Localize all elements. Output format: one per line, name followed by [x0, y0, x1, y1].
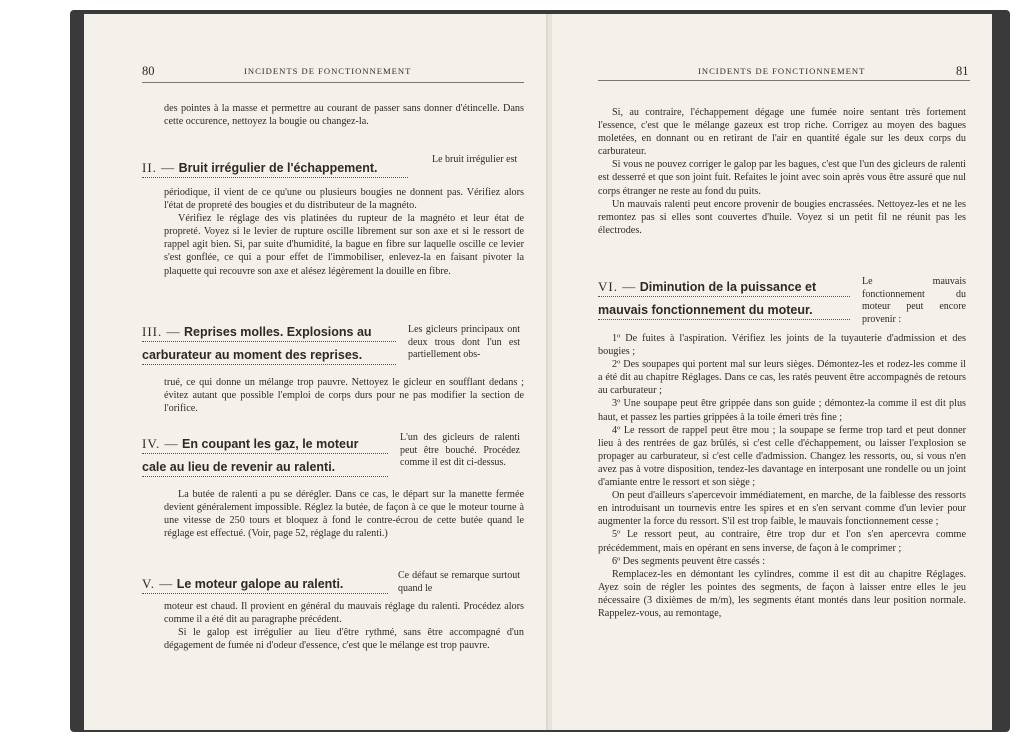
section-ii-body: périodique, il vient de ce qu'une ou plusieurs bougies ne donnent pas. Vérifiez alors l'état de propreté des bougies et du distributeur de la magnéto. Vérifiez le réglage des vis platinées du rupteur de la magnéto et leur état de propreté. Voyez si le levier de rupture oscille librement sur son axe et si le ressort de rappel agit bien. Si, par suite d'humidité, la bague en fibre sur laquelle oscille ce levier s'est gonflée, ce qui a pour effet de l'immobiliser, enlevez-la en faisant pivoter la plaquette qui recouvre son axe et alésez légèrement la douille en fibre.: [164, 187, 524, 277]
section-heading: II. — Bruit irrégulier de l'échappement.: [142, 160, 408, 178]
section-heading: V. — Le moteur galope au ralenti.: [142, 576, 388, 594]
list-item: 6º Des segments peuvent être cassés :: [612, 555, 766, 567]
section-iv-body: La butée de ralenti a pu se dérégler. Dans ce cas, le départ sur la manette fermée devient généralement impossible. Réglez la butée, de façon à ce que le moteur tourne à une vitesse de 250 tours et bloquez à fond le contre-écrou de cette butée quand le réglage est effectué. (Voir, page 52, réglage du ralenti.): [164, 489, 524, 540]
section-iii-body: trué, ce qui donne un mélange trop pauvre. Nettoyez le gicleur en soufflant dedans ; évitez autant que possible l'emploi de corps durs pour ne pas modifier la section de l'orifice.: [164, 377, 524, 415]
page-number: 80: [142, 64, 155, 78]
section-iv-lead: L'un des gicleurs de ralenti peut être bouché. Procédez comme il est dit ci-dessus.: [400, 432, 520, 468]
intro-paragraphs: Si, au contraire, l'échappement dégage une fumée noire sentant très fortement l'essence, c'est que le mélange gazeux est trop riche. Corrigez au moyen des bagues moletées, en donnant ou en retirant de l'air en quantité égale sur les deux corps du carburateur. Si vous ne pouvez corriger le galop par les bagues, c'est que l'un des gicleurs de ralenti est desserré et que son joint fuit. Refaites le joint avec soin après vous être assuré que nul corps étranger ne reste au fond du puits. Un mauvais ralenti peut encore provenir de bougies encrassées. Nettoyez-les et ne les remontez pas si elles sont couvertes d'huile. Voyez si un petit fil ne réunit pas les électrodes.: [598, 107, 966, 236]
page-number: 81: [956, 64, 969, 78]
section-ii-lead: Le bruit irrégulier est: [432, 154, 518, 165]
section-v: [142, 576, 388, 600]
section-heading: III. — Reprises molles. Explosions au: [142, 324, 396, 342]
running-head: INCIDENTS DE FONCTIONNEMENT: [698, 66, 866, 76]
section-heading: IV. — En coupant les gaz, le moteur: [142, 436, 388, 454]
section-ii: [142, 160, 408, 184]
section-heading-line2: mauvais fonctionnement du moteur.: [598, 303, 850, 320]
section-vi-lead: Le mauvais fonctionnement du moteur peut encore provenir :: [862, 276, 966, 325]
running-head: INCIDENTS DE FONCTIONNEMENT: [244, 66, 412, 76]
section-iii: [142, 324, 396, 371]
section-vi: [598, 279, 850, 326]
list-item: 3º Une soupape peut être grippée dans son guide ; démontez-la comme il est dit plus haut, et passez les parties grippées à la toile émeri très fine ;: [598, 398, 966, 423]
list-item: 2º Des soupapes qui portent mal sur leurs sièges. Démontez-les et rodez-les comme il a été dit au chapitre Réglages. Dans ce cas, les ratés peuvent être accompagnés de retours au carburateur ;: [598, 359, 966, 397]
left-page: [84, 14, 548, 730]
section-vi-body: [598, 332, 966, 620]
section-heading-line2: carburateur au moment des reprises.: [142, 348, 396, 365]
intro-paragraph: des pointes à la masse et permettre au courant de passer sans donner d'étincelle. Dans cette occurence, nettoyez la bougie ou changez-la.: [164, 103, 524, 128]
list-item: 5º Le ressort peut, au contraire, être trop dur et l'on s'en apercevra comme précédemment, mais en opérant en sens inverse, de façon à le comprimer ;: [598, 529, 966, 554]
section-heading-line2: cale au lieu de revenir au ralenti.: [142, 460, 388, 477]
section-v-lead: Ce défaut se remarque surtout quand le: [398, 570, 520, 594]
right-page: [552, 14, 992, 730]
list-item: 4º Le ressort de rappel peut être mou ; la soupape se ferme trop tard et peut donner lieu à des rentrées de gaz brûlés, si c'est celle d'échappement, ou laisser l'explosion se propager au carburateur, si c'est celle d'admission. Changez les ressorts, ou, si vous n'en avez pas à votre disposition, tendez-les davantage en interposant une rondelle ou un joint d'amiante entre le ressort et son siège ;: [598, 424, 966, 489]
header-rule: [142, 82, 524, 83]
header-rule: [598, 80, 970, 81]
list-item: Remplacez-les en démontant les cylindres, comme il est dit au chapitre Réglages. Ayez soin de régler les pointes des segments, de façon à laisser entre elles le jeu nécessaire (3 dixièmes de m/m), les segments étant montés dans leur position normale. Rappelez-vous, au remontage,: [598, 568, 966, 619]
section-iv: [142, 436, 388, 483]
section-heading: VI. — Diminution de la puissance et: [598, 279, 850, 297]
list-item: 1º De fuites à l'aspiration. Vérifiez les joints de la tuyauterie d'admission et des bougies ;: [598, 333, 966, 358]
section-v-body: moteur est chaud. Il provient en général du mauvais réglage du ralenti. Procédez alors comme il a été dit au paragraphe précédent. Si le galop est irrégulier au lieu d'être rythmé, sans être accompagné d'un dégagement de fumée ni d'odeur d'essence, c'est que le mélange est trop pauvre.: [164, 601, 524, 652]
list-item: On peut d'ailleurs s'apercevoir immédiatement, en marche, de la faiblesse des ressorts en introduisant un tournevis entre les spires et en s'en servant comme d'un levier pour augmenter la force du ressort. S'il est trop faible, le mauvais fonctionnement cesse ;: [598, 490, 966, 528]
section-iii-lead: Les gicleurs principaux ont deux trous dont l'un est partiellement obs-: [408, 324, 520, 360]
